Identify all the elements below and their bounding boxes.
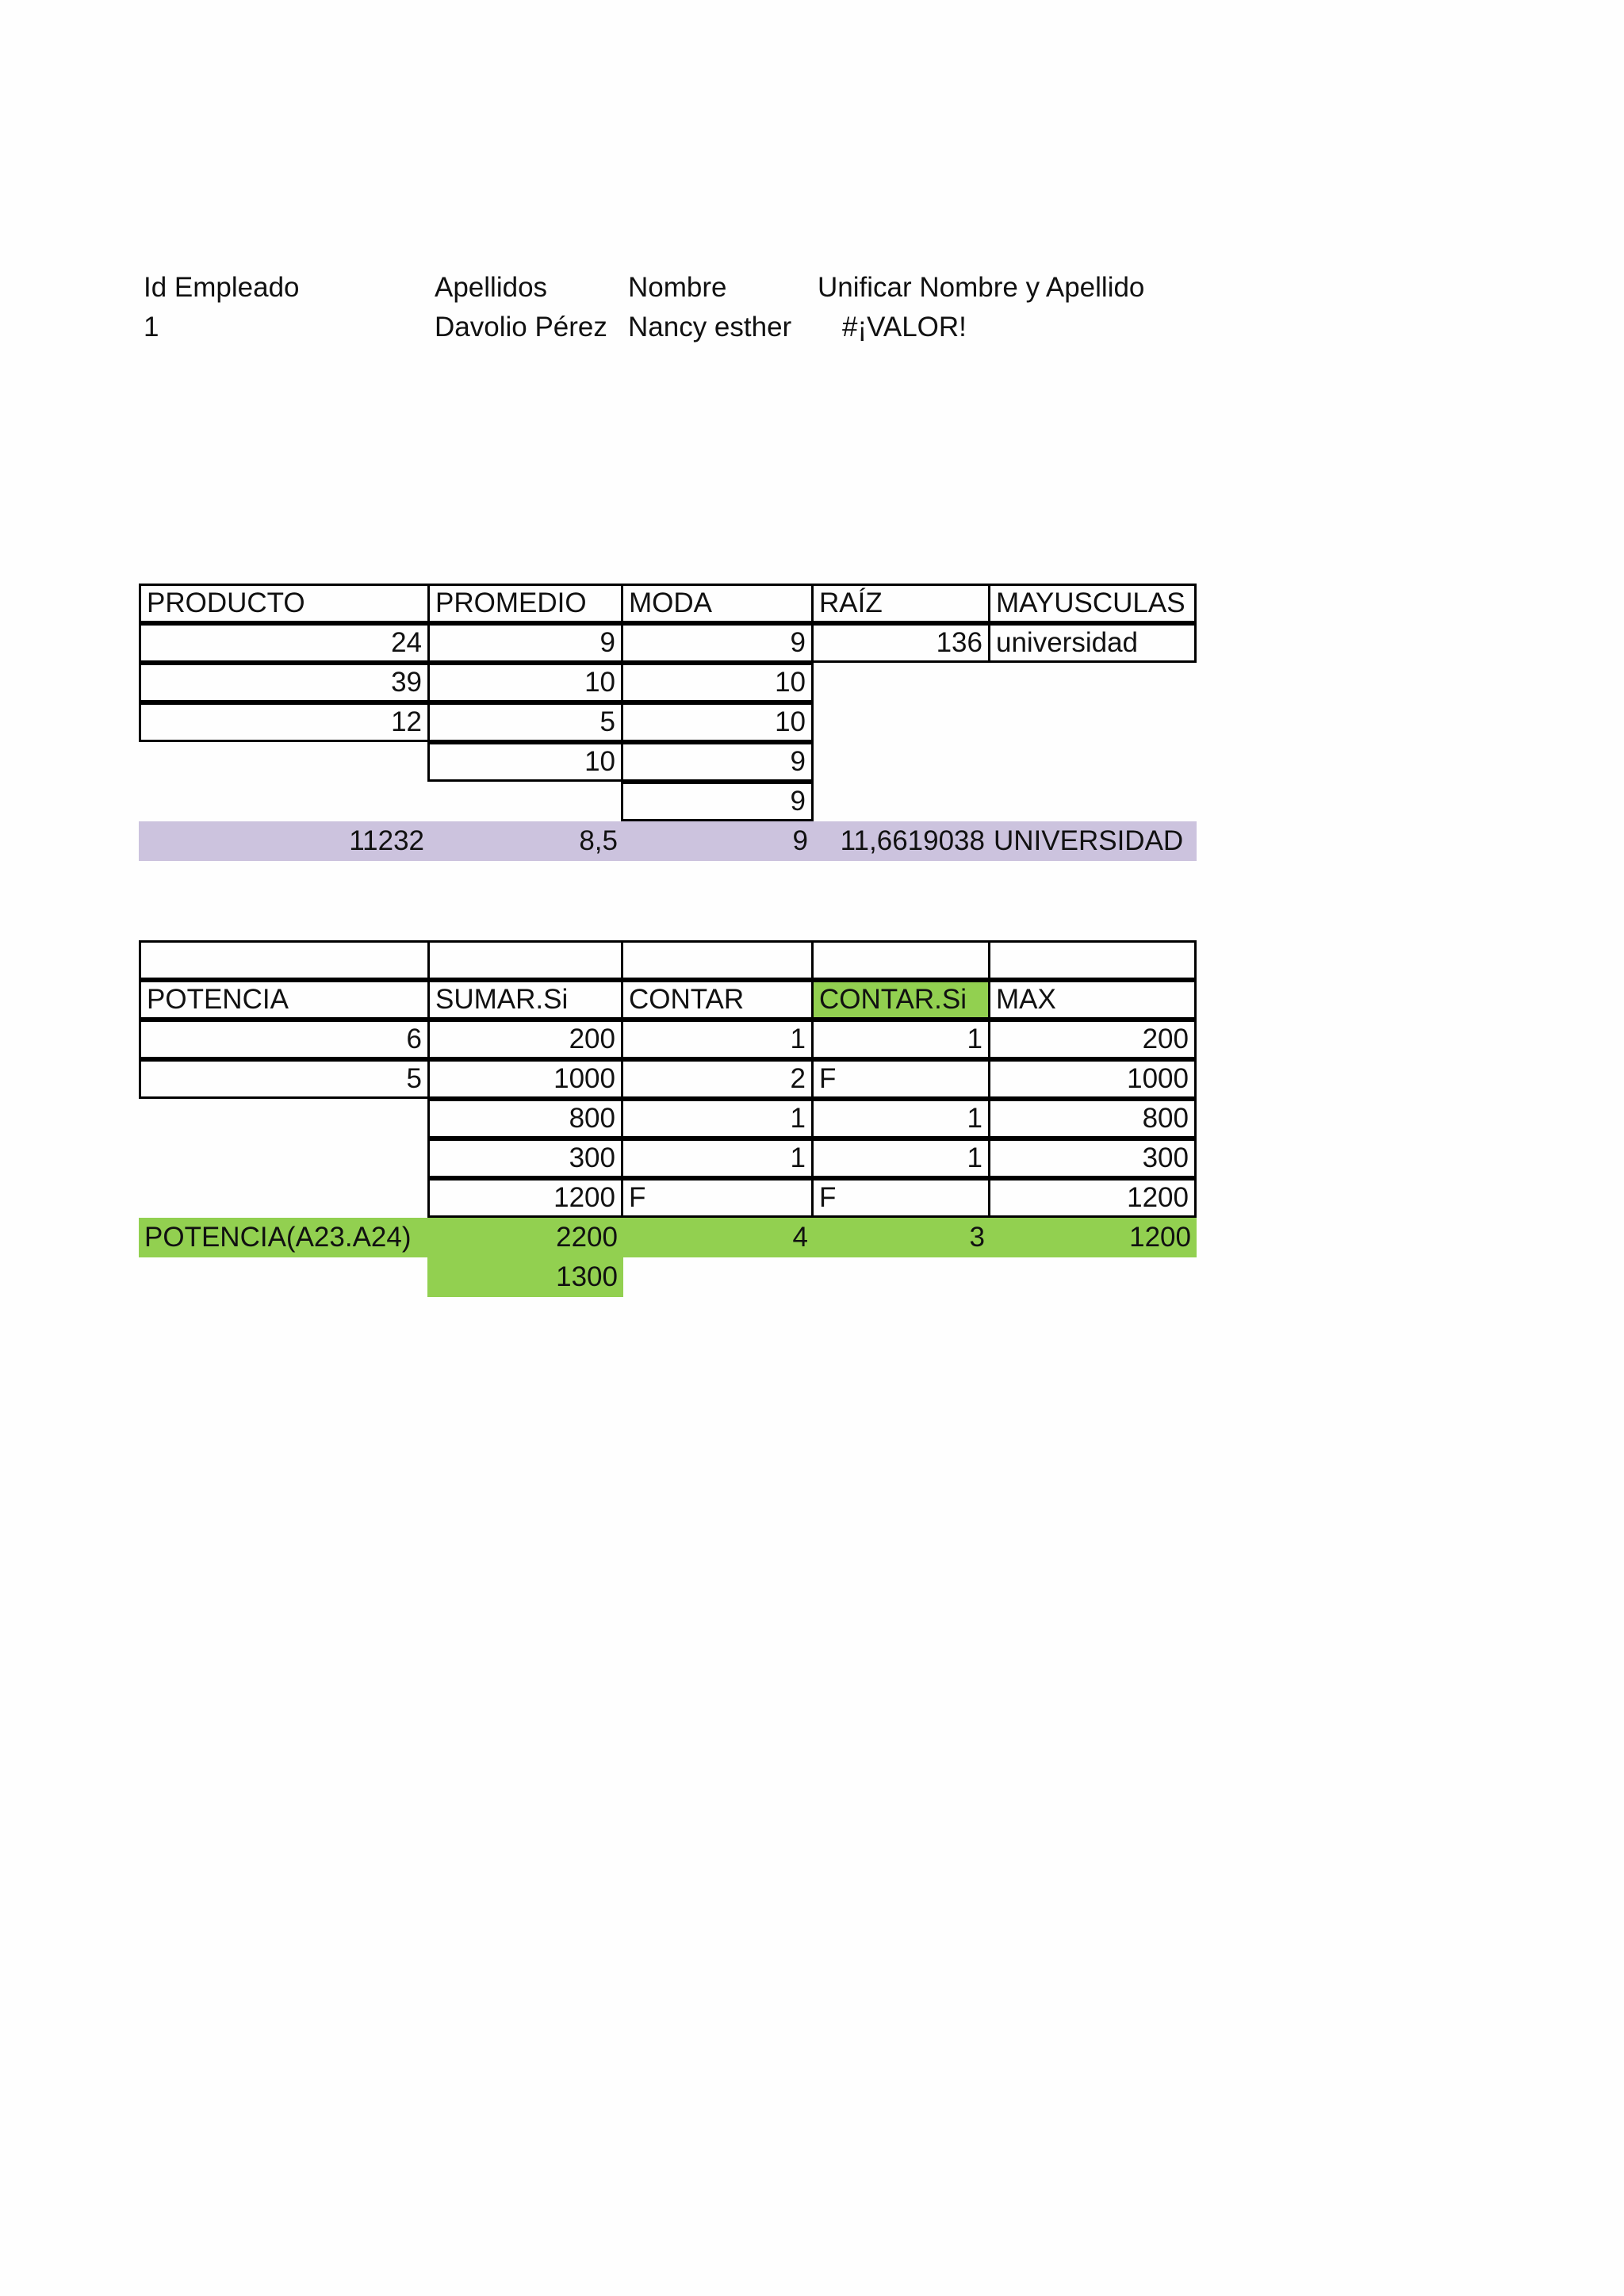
- table2-empty-cell: [811, 940, 990, 980]
- table2-max-cell: 800: [988, 1099, 1197, 1138]
- table1-result-promedio: 8,5: [427, 821, 623, 861]
- table2-sumar-si-cell: 300: [427, 1138, 623, 1178]
- cell-id: 1: [144, 312, 159, 342]
- table2-header-contar-si: CONTAR.Si: [811, 980, 990, 1020]
- table2-max-cell: 200: [988, 1020, 1197, 1059]
- table2-header-potencia: POTENCIA: [139, 980, 430, 1020]
- table1-promedio-cell: 5: [427, 702, 623, 742]
- table2-contar-si-cell: 1: [811, 1020, 990, 1059]
- table2-contar-cell: 1: [621, 1020, 814, 1059]
- table1-header-raiz: RAÍZ: [811, 584, 990, 623]
- table1-header-promedio: PROMEDIO: [427, 584, 623, 623]
- table1-header-moda: MODA: [621, 584, 814, 623]
- table2-max-cell: 1200: [988, 1178, 1197, 1218]
- table2-contar-si-cell: F: [811, 1059, 990, 1099]
- table2-potencia-cell: 5: [139, 1059, 430, 1099]
- table2-contar-cell: F: [621, 1178, 814, 1218]
- table1-producto-cell: 24: [139, 623, 430, 663]
- table1-moda-cell: 10: [621, 663, 814, 702]
- table2-sumar-si-cell: 800: [427, 1099, 623, 1138]
- table1-promedio-cell: 10: [427, 742, 623, 782]
- table2-header-sumar-si: SUMAR.Si: [427, 980, 623, 1020]
- cell-error-valor: #¡VALOR!: [842, 312, 967, 342]
- header-apellidos: Apellidos: [435, 272, 548, 303]
- table2-potencia-cell: 6: [139, 1020, 430, 1059]
- table2-contar-si-cell: F: [811, 1178, 990, 1218]
- cell-nombre: Nancy esther: [628, 312, 792, 342]
- table2-contar-cell: 2: [621, 1059, 814, 1099]
- table1-header-mayusculas: MAYUSCULAS: [988, 584, 1197, 623]
- table2-sumar-si-cell: 1000: [427, 1059, 623, 1099]
- table1-promedio-cell: 10: [427, 663, 623, 702]
- table2-empty-cell: [139, 940, 430, 980]
- table1-moda-cell: 9: [621, 782, 814, 821]
- table2-empty-cell: [988, 940, 1197, 980]
- table2-contar-cell: 1: [621, 1138, 814, 1178]
- table1-producto-cell: 39: [139, 663, 430, 702]
- header-id-empleado: Id Empleado: [144, 272, 300, 303]
- table2-sumar-si-cell: 200: [427, 1020, 623, 1059]
- table1-result-mayusculas: UNIVERSIDAD: [988, 821, 1197, 861]
- table1-producto-cell: 12: [139, 702, 430, 742]
- header-unificar: Unificar Nombre y Apellido: [818, 272, 1145, 303]
- table2-result-potencia: POTENCIA(A23.A24): [139, 1218, 430, 1257]
- table2-max-cell: 1000: [988, 1059, 1197, 1099]
- table2-extra-sumar-si: 1300: [427, 1257, 623, 1297]
- table2-header-max: MAX: [988, 980, 1197, 1020]
- table2-result-contar-si: 3: [811, 1218, 990, 1257]
- table1-raiz-cell: 136: [811, 623, 990, 663]
- table1-moda-cell: 9: [621, 623, 814, 663]
- table2-result-max: 1200: [988, 1218, 1197, 1257]
- table2-empty-cell: [427, 940, 623, 980]
- table2-result-contar: 4: [621, 1218, 814, 1257]
- table2-empty-cell: [621, 940, 814, 980]
- table1-result-raiz: 11,6619038: [811, 821, 990, 861]
- table1-moda-cell: 10: [621, 702, 814, 742]
- table2-result-sumar-si: 2200: [427, 1218, 623, 1257]
- table1-promedio-cell: 9: [427, 623, 623, 663]
- table1-result-producto: 11232: [139, 821, 430, 861]
- table2-max-cell: 300: [988, 1138, 1197, 1178]
- cell-apellidos: Davolio Pérez: [435, 312, 607, 342]
- table1-moda-cell: 9: [621, 742, 814, 782]
- table2-header-contar: CONTAR: [621, 980, 814, 1020]
- header-nombre: Nombre: [628, 272, 727, 303]
- table1-result-moda: 9: [621, 821, 814, 861]
- table1-header-producto: PRODUCTO: [139, 584, 430, 623]
- table2-contar-cell: 1: [621, 1099, 814, 1138]
- table2-sumar-si-cell: 1200: [427, 1178, 623, 1218]
- table2-contar-si-cell: 1: [811, 1099, 990, 1138]
- table1-mayusculas-cell: universidad: [988, 623, 1197, 663]
- table2-contar-si-cell: 1: [811, 1138, 990, 1178]
